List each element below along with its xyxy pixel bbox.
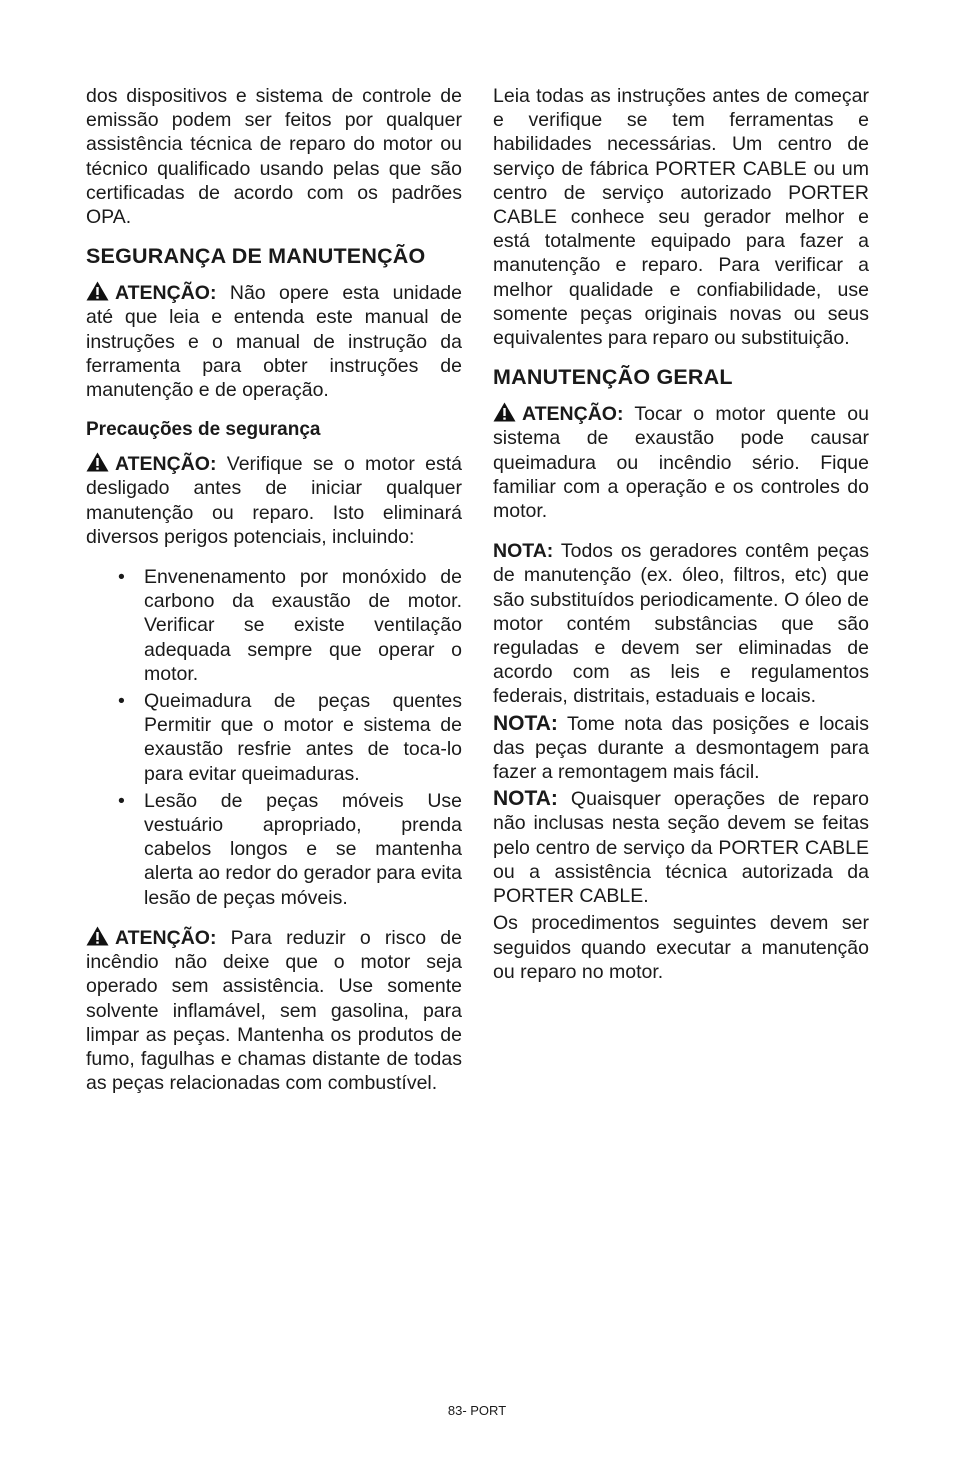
note-paragraph-3	[493, 787, 869, 908]
warning-label: ATENÇÃO:	[115, 453, 217, 476]
note-label: NOTA:	[493, 540, 554, 563]
subheading-safety-precautions: Precauções de segurança	[86, 419, 321, 441]
list-item: • Envenenamento por monóxido de carbono da exaustão de motor. Verificar se existe ventilação adequada sempre que operar o motor.	[144, 565, 462, 686]
right-intro-paragraph: Leia todas as instruções antes de começar e verifique se tem ferramentas e habilidades necessárias. Um centro de serviço de fábrica PORTER CABLE ou um centro de serviço autorizado PORTER CABLE conhece seu gerador melhor e está totalmente equipado para fazer a manutenção e reparo. Para verificar a melhor qualidade e confiabilidade, use somente peças originais novas ou seus equivalentes para reparo ou substituição.	[493, 85, 869, 350]
warning-triangle-icon	[86, 281, 109, 301]
warning-text: Não opere esta unidade até que leia e entenda este manual de instruções e o manual de instrução da ferramenta para obter instruções de manutenção e de operação.	[86, 282, 462, 402]
note-text: Quaisquer operações de reparo não inclusas nesta seção devem se feitas pelo centro de serviço da PORTER CABLE ou a assistência técnica autorizada da PORTER CABLE.	[493, 788, 869, 908]
section-heading-maintenance-safety: SEGURANÇA DE MANUTENÇÃO	[86, 244, 426, 269]
warning-paragraph-1	[86, 281, 462, 402]
warning-text: Para reduzir o risco de incêndio não deixe que o motor seja operado sem assistência. Use somente solvente inflamável, sem gasolina, para limpar as peças. Mantenha os produtos de fumo, fagulhas e chamas distante de todas as peças relacionadas com combustível.	[86, 926, 462, 1095]
page-number: 83- PORT	[447, 1403, 507, 1418]
left-intro-paragraph: dos dispositivos e sistema de controle de emissão podem ser feitos por qualquer assistência técnica de reparo do motor ou técnico qualificado usando pelas que são certificadas de acordo com os padrões OPA.	[86, 85, 462, 229]
warning-triangle-icon	[86, 452, 109, 472]
note-label: NOTA:	[493, 711, 558, 735]
note-paragraph-1	[493, 539, 869, 708]
hazard-list	[86, 565, 462, 910]
note-paragraph-2	[493, 712, 869, 785]
warning-paragraph-2	[86, 452, 462, 549]
list-item: • Queimadura de peças quentes Permitir que o motor e sistema de exaustão resfrie antes de toca-lo para evitar queimaduras.	[144, 689, 462, 786]
warning-label: ATENÇÃO:	[115, 926, 217, 949]
warning-label: ATENÇÃO:	[522, 403, 624, 426]
note-text: Todos os geradores contêm peças de manutenção (ex. óleo, filtros, etc) que são substituídos periodicamente. O óleo de motor contém substâncias que são reguladas e devem ser eliminadas de acordo com as leis e regulamentos federais, distritais, estaduais e locais.	[493, 540, 869, 708]
warning-text: Tocar o motor quente ou sistema de exaustão pode causar queimadura ou incêndio sério. Fique familiar com a operação e os controles do motor.	[493, 403, 869, 523]
closing-paragraph: Os procedimentos seguintes devem ser seguidos quando executar a manutenção ou reparo no motor.	[493, 912, 869, 983]
section-heading-general-maintenance: MANUTENÇÃO GERAL	[493, 365, 733, 390]
warning-triangle-icon	[86, 926, 109, 946]
warning-text: Verifique se o motor está desligado antes de iniciar qualquer manutenção ou reparo. Isto eliminará diversos perigos potenciais, incluindo:	[86, 453, 462, 548]
left-column	[86, 84, 462, 1095]
list-item: • Lesão de peças móveis Use vestuário apropriado, prenda cabelos longos e se mantenha alerta ao redor do gerador para evita lesão de peças móveis.	[144, 789, 462, 910]
note-label: NOTA:	[493, 787, 558, 811]
warning-paragraph-hot-engine	[493, 402, 869, 523]
warning-triangle-icon	[493, 402, 516, 422]
warning-label: ATENÇÃO:	[115, 282, 217, 305]
right-column	[493, 84, 869, 984]
note-text: Tome nota das posições e locais das peças durante a desmontagem para fazer a remontagem mais fácil.	[493, 712, 869, 784]
warning-paragraph-3	[86, 926, 462, 1095]
